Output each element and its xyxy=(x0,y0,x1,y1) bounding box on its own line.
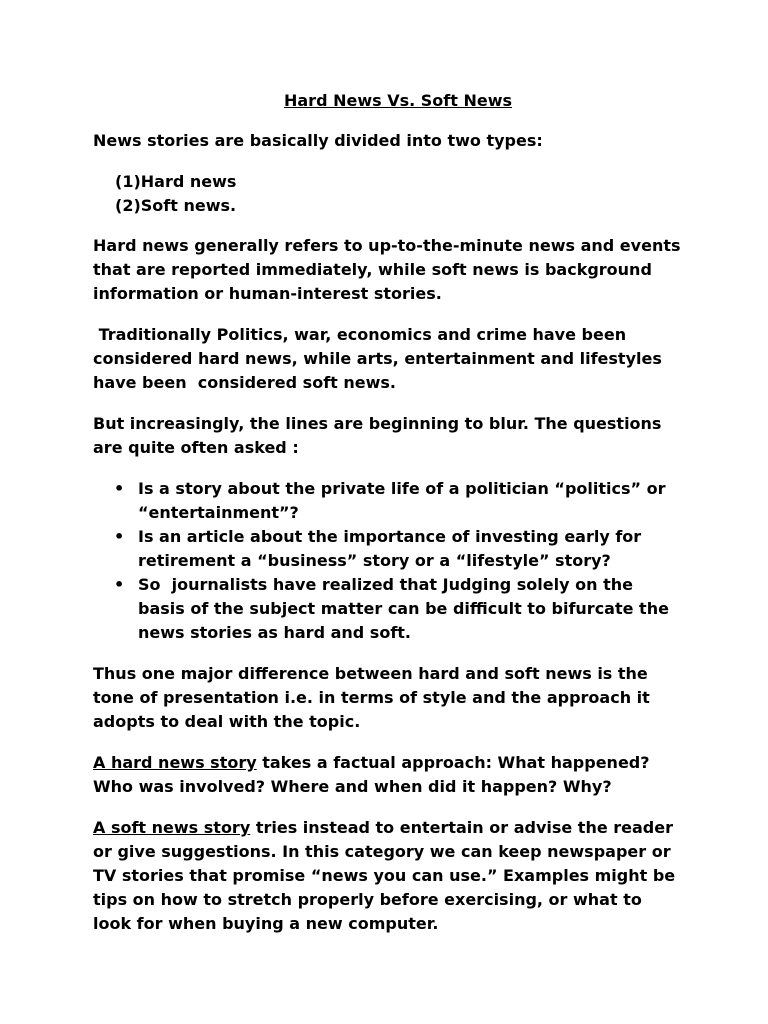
news-type-item: (1)Hard news xyxy=(115,172,237,191)
bullet-item xyxy=(114,573,683,645)
bullet-text: Is an article about the importance of investing early for retirement a “business” story or a “lifestyle” story? xyxy=(138,527,642,570)
hard-story-paragraph xyxy=(93,751,683,799)
page-title: Hard News Vs. Soft News xyxy=(283,91,512,110)
definition-paragraph: Hard news generally refers to up-to-the-minute news and events that are reported immediately, while soft news is background information or human-interest stories. xyxy=(93,236,681,303)
bullet-icon: • xyxy=(114,527,125,546)
questions-bullet-list xyxy=(93,477,683,645)
soft-story-paragraph xyxy=(93,816,683,936)
bullet-item xyxy=(114,525,683,573)
hard-story-text: takes a factual approach: What happened? Who was involved? Where and when did it happen? Why? xyxy=(93,753,650,796)
bullet-text: Is a story about the private life of a politician “politics” or “entertainment”? xyxy=(138,479,666,522)
tone-paragraph: Thus one major difference between hard and soft news is the tone of presentation i.e. in terms of style and the approach it adopts to deal with the topic. xyxy=(93,664,650,731)
document-body xyxy=(93,89,683,953)
news-type-item: (2)Soft news. xyxy=(115,196,237,215)
intro-paragraph: News stories are basically divided into two types: xyxy=(93,131,543,150)
bullet-icon: • xyxy=(114,575,125,594)
bullet-item xyxy=(114,477,683,525)
soft-story-lead: A soft news story xyxy=(93,818,251,837)
blur-paragraph: But increasingly, the lines are beginning to blur. The questions are quite often asked : xyxy=(93,414,662,457)
news-types-list xyxy=(93,170,683,218)
bullet-icon: • xyxy=(114,479,125,498)
bullet-text: So journalists have realized that Judging solely on the basis of the subject matter can be difficult to bifurcate the news stories as hard and soft. xyxy=(138,575,675,642)
hard-story-lead: A hard news story xyxy=(93,753,257,772)
soft-story-text: tries instead to entertain or advise the reader or give suggestions. In this category we can keep newspaper or TV stories that promise “news you can use.” Examples might be tips on how to stretch properly before exercising, or what to look for when buying a new computer. xyxy=(93,818,676,933)
traditional-paragraph: Traditionally Politics, war, economics and crime have been considered hard news, while arts, entertainment and lifestyles have been considered soft news. xyxy=(93,325,668,392)
